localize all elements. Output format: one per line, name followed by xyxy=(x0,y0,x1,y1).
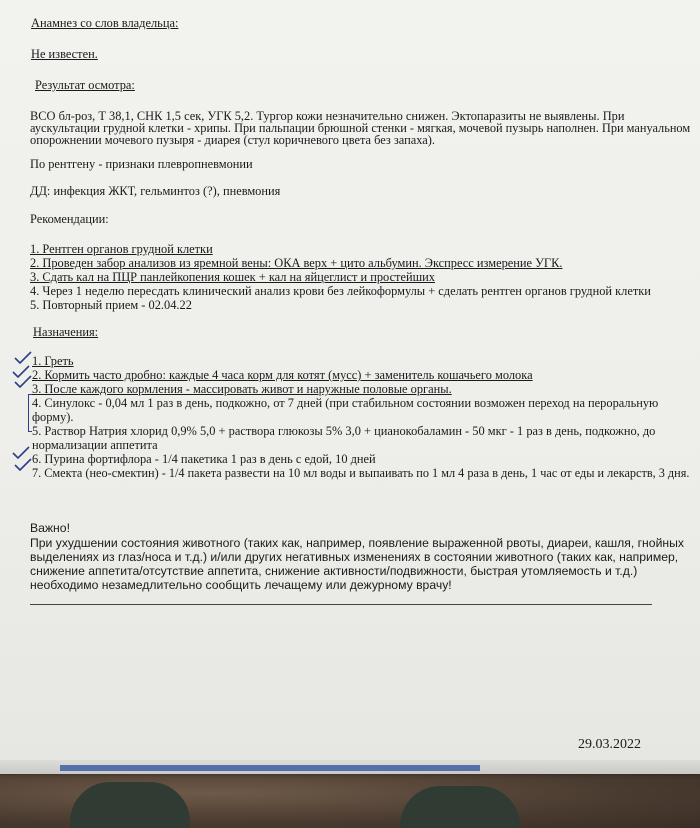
exam-line-3: опорожнении мочевого пузыря - диарея (стул коричневого цвета без запаха). xyxy=(30,133,436,147)
pen-checkmark-icon xyxy=(14,458,32,472)
important-line-1: При ухудшении состояния животного (таких как, например, появление выраженной рвоты, диареи, кашля, гнойных xyxy=(30,536,684,550)
shoe-left xyxy=(70,782,190,828)
prescription-4: 4. Синулокс - 0,04 мл 1 раз в день, подкожно, от 7 дней (при стабильном состоянии возможен переход на пероральную xyxy=(32,396,659,410)
divider-line xyxy=(30,604,652,605)
important-line-4: необходимо незамедлительно сообщить лечащему или дежурному врачу! xyxy=(30,578,452,592)
recommendation-4: 4. Через 1 неделю пересдать клинический анализ крови без лейкоформулы + сделать рентген органов грудной клетки xyxy=(30,284,651,298)
recommendation-3: 3. Сдать кал на ПЦР панлейкопения кошек + кал на яйцеглист и простейших xyxy=(30,270,435,284)
prescription-2: 2. Кормить часто дробно: каждые 4 часа корм для котят (мусс) + заменитель кошачьего молока xyxy=(32,368,533,382)
xray-result: По рентгену - признаки плевропневмонии xyxy=(30,157,253,171)
prescriptions-heading: Назначения: xyxy=(33,325,99,339)
prescription-5: 5. Раствор Натрия хлорид 0,9% 5,0 + раствора глюкозы 5% 3,0 + цианокобаламин - 50 мкг - 1 раз в день, подкожно, до xyxy=(32,424,656,438)
anamnesis-heading: Анамнез со слов владельца: xyxy=(31,16,179,30)
prescription-7: 7. Смекта (нео-смектин) - 1/4 пакета развести на 10 мл воды и выпаивать по 1 мл 4 раза в день, 1 час от еды и лекарств, 3 дня. xyxy=(32,466,690,480)
pen-checkmark-icon xyxy=(14,351,32,365)
prescription-6: 6. Пурина фортифлора - 1/4 пакетика 1 раз в день с едой, 10 дней xyxy=(32,452,376,466)
document-date: 29.03.2022 xyxy=(578,737,641,752)
anamnesis-value: Не известен. xyxy=(31,47,98,61)
exam-line-1: ВСО бл-роз, Т 38,1, СНК 1,5 сек, УГК 5,2. Тургор кожи незначительно снижен. Эктопаразиты не выявлены. При xyxy=(30,109,625,123)
recommendation-1: 1. Рентген органов грудной клетки xyxy=(30,242,213,256)
prescription-4-cont: форму). xyxy=(32,410,74,424)
shoe-right xyxy=(400,786,520,828)
differential-diagnosis: ДД: инфекция ЖКТ, гельминтоз (?), пневмония xyxy=(30,184,281,198)
recommendations-heading: Рекомендации: xyxy=(30,212,109,226)
recommendation-2: 2. Проведен забор анализов из яремной вены: ОКА верх + цито альбумин. Экспресс измерение УГК. xyxy=(30,256,563,270)
prescription-5-cont: нормализации аппетита xyxy=(32,438,158,452)
prescription-1: 1. Греть xyxy=(32,354,74,368)
pen-checkmark-icon xyxy=(14,375,32,389)
prescription-3: 3. После каждого кормления - массировать живот и наружные половые органы. xyxy=(32,382,452,396)
important-line-3: снижение аппетита/отсутствие аппетита, снижение активности/подвижности, быстрая утомляемость и т.д.) xyxy=(30,564,638,578)
pen-bracket xyxy=(28,394,32,432)
important-line-2: выделениях из глаз/носа и т.д.) и/или других негативных изменениях в состоянии животного (таких как, например, xyxy=(30,550,679,564)
exam-line-2: аускультации грудной клетки - хрипы. При пальпации брюшной стенки - мягкая, мочевой пузырь наполнен. При мануальном xyxy=(30,121,691,135)
exam-heading: Результат осмотра: xyxy=(35,78,135,92)
important-heading: Важно! xyxy=(30,521,70,535)
recommendation-5: 5. Повторный прием - 02.04.22 xyxy=(30,298,192,312)
